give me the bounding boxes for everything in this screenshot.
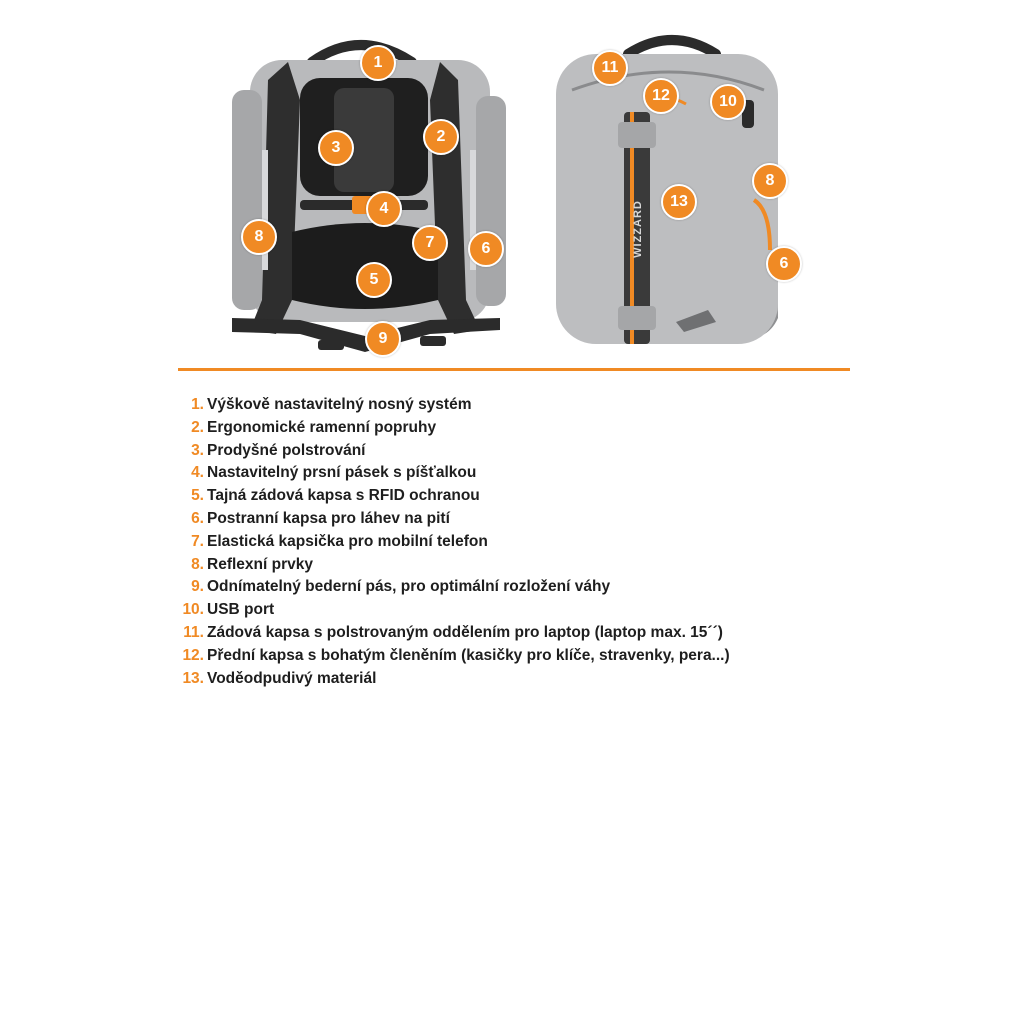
legend-text: Tajná zádová kapsa s RFID ochranou bbox=[207, 487, 480, 505]
legend-item bbox=[172, 554, 730, 577]
brand-label: WIZZARD bbox=[632, 200, 644, 258]
legend-text: Přední kapsa s bohatým členěním (kasičky pro klíče, stravenky, pera...) bbox=[207, 646, 730, 664]
legend-item bbox=[172, 599, 730, 622]
legend-number: 6. bbox=[191, 509, 204, 527]
marker-front-13: 13 bbox=[661, 184, 697, 220]
legend-number: 7. bbox=[191, 532, 204, 550]
legend-number: 11. bbox=[183, 623, 204, 641]
marker-back-8: 8 bbox=[241, 219, 277, 255]
marker-front-12: 12 bbox=[643, 78, 679, 114]
legend-item bbox=[172, 508, 730, 531]
marker-front-8: 8 bbox=[752, 163, 788, 199]
legend-item bbox=[172, 576, 730, 599]
legend-text: Výškově nastavitelný nosný systém bbox=[207, 396, 472, 413]
feature-legend bbox=[172, 394, 730, 690]
marker-back-9: 9 bbox=[365, 321, 401, 357]
legend-item bbox=[172, 417, 730, 440]
marker-front-11: 11 bbox=[592, 50, 628, 86]
legend-item bbox=[172, 485, 730, 508]
legend-number: 8. bbox=[191, 555, 204, 573]
legend-number: 1. bbox=[191, 396, 204, 413]
legend-text: Elastická kapsička pro mobilní telefon bbox=[207, 532, 488, 550]
legend-item bbox=[172, 440, 730, 463]
legend-text: Nastavitelný prsní pásek s píšťalkou bbox=[207, 464, 477, 482]
legend-text: Ergonomické ramenní popruhy bbox=[207, 418, 437, 436]
legend-text: USB port bbox=[207, 601, 275, 619]
marker-front-6: 6 bbox=[766, 246, 802, 282]
legend-number: 3. bbox=[191, 441, 204, 459]
legend-item bbox=[172, 668, 730, 691]
legend-item bbox=[172, 645, 730, 668]
legend-number: 10. bbox=[182, 601, 204, 619]
legend-number: 2. bbox=[191, 418, 204, 436]
marker-back-7: 7 bbox=[412, 225, 448, 261]
orange-divider bbox=[178, 368, 850, 371]
product-figure bbox=[0, 0, 1024, 370]
legend-text: Postranní kapsa pro láhev na pití bbox=[207, 509, 450, 527]
legend-number: 13. bbox=[182, 669, 204, 687]
legend-item bbox=[172, 531, 730, 554]
marker-back-2: 2 bbox=[423, 119, 459, 155]
backpack-illustrations bbox=[0, 0, 1024, 370]
marker-back-4: 4 bbox=[366, 191, 402, 227]
legend-text: Reflexní prvky bbox=[207, 555, 313, 573]
marker-front-10: 10 bbox=[710, 84, 746, 120]
legend-text: Zádová kapsa s polstrovaným oddělením pro laptop (laptop max. 15´´) bbox=[207, 623, 723, 641]
legend-number: 12. bbox=[182, 646, 204, 664]
marker-back-6: 6 bbox=[468, 231, 504, 267]
legend-number: 9. bbox=[191, 578, 204, 596]
legend-text: Odnímatelný bederní pás, pro optimální rozložení váhy bbox=[207, 578, 611, 596]
legend-number: 4. bbox=[191, 464, 204, 482]
legend-item bbox=[172, 622, 730, 645]
legend-number: 5. bbox=[191, 487, 204, 505]
legend-text: Prodyšné polstrování bbox=[207, 441, 366, 459]
legend-text: Voděodpudivý materiál bbox=[207, 669, 377, 687]
marker-back-5: 5 bbox=[356, 262, 392, 298]
marker-back-1: 1 bbox=[360, 45, 396, 81]
legend-item bbox=[172, 462, 730, 485]
legend-item bbox=[172, 394, 730, 417]
marker-back-3: 3 bbox=[318, 130, 354, 166]
